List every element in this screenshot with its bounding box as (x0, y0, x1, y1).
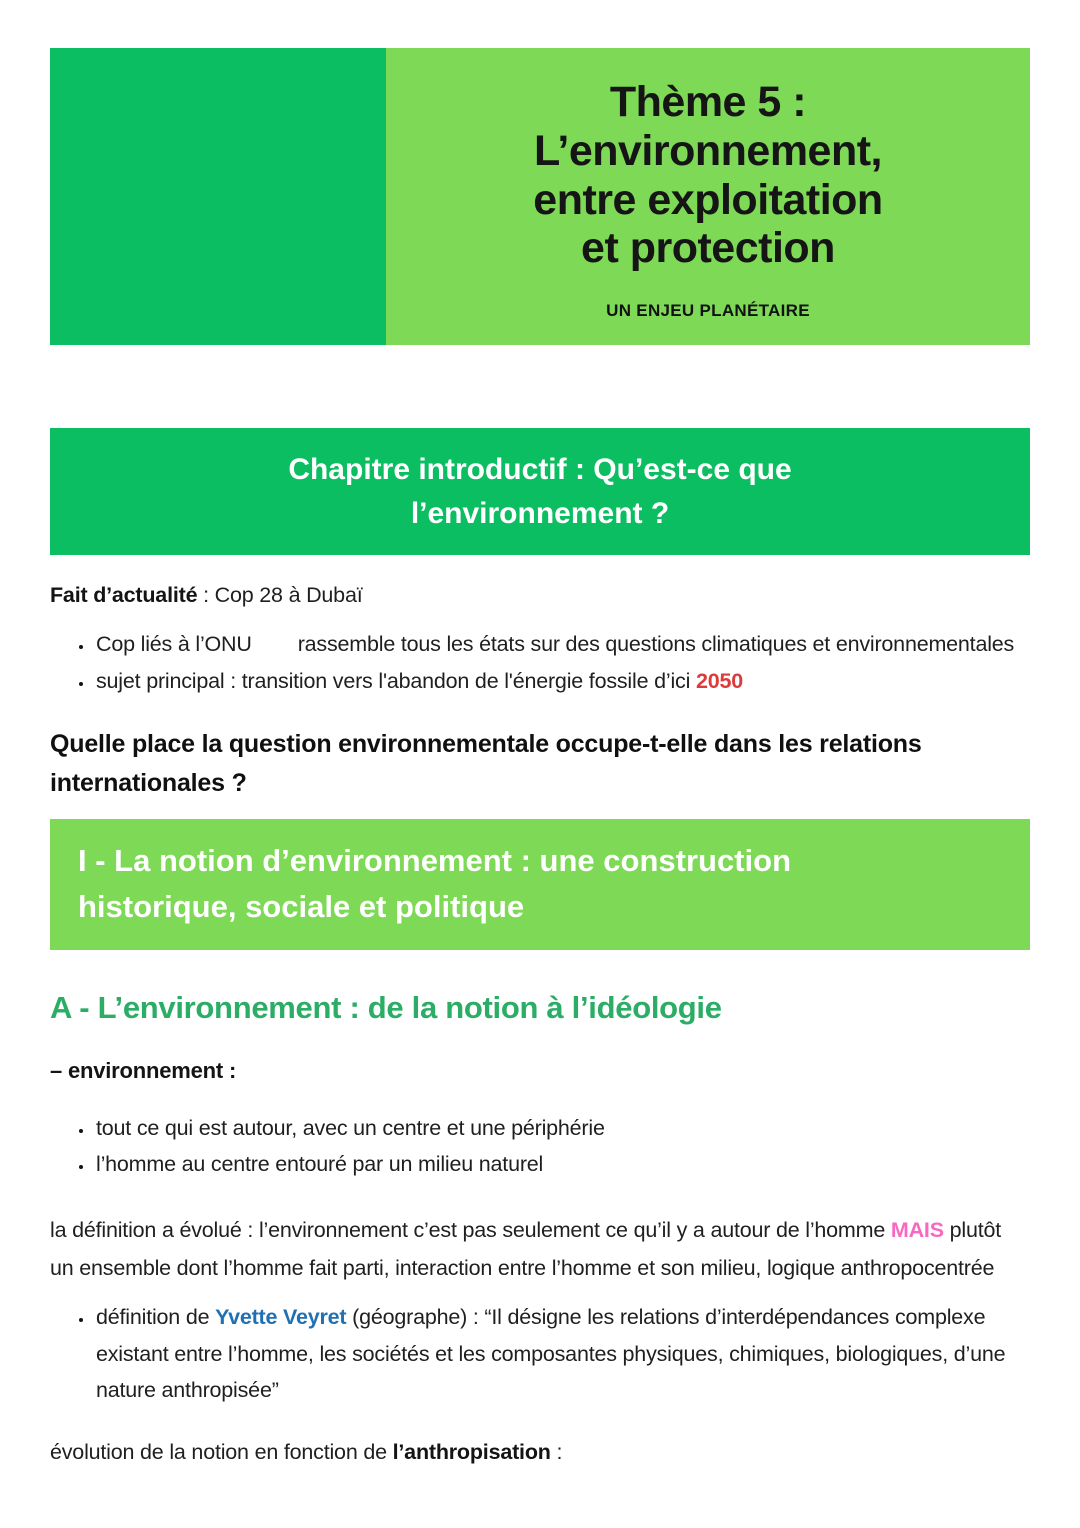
bullet-text: définition de (96, 1305, 216, 1330)
section-1-line-1: I - La notion d’environnement : une construction (78, 842, 791, 878)
chapter-banner-line-2: l’environnement ? (410, 496, 670, 530)
bullet-text: (géographe) : “Il désigne les relations d’interdépendances complexe existant entre l’homme, les sociétés et les composantes physiques, chimiques, biologiques, d’une nature anthropisée” (96, 1305, 1006, 1403)
year-highlight: 2050 (695, 668, 743, 693)
paragraph-text: plutôt un ensemble dont l’homme fait parti, interaction entre l’homme et son milieu, logique anthropocentrée (50, 1217, 1002, 1280)
title-line-3: entre exploitation (533, 175, 883, 224)
document-title (533, 78, 882, 272)
list-item (94, 663, 1030, 700)
header-right-panel (386, 48, 1030, 345)
closing-text: évolution de la notion en fonction de (50, 1439, 393, 1464)
bullet-text: rassemble tous les états sur des questions climatiques et environnementales (297, 632, 1015, 656)
list-item (94, 626, 1030, 663)
mais-highlight: MAIS (890, 1217, 944, 1242)
header-left-panel (50, 48, 386, 345)
fact-label: Fait d’actualité (50, 583, 198, 607)
title-line-4: et protection (581, 224, 835, 273)
definition-evolution-paragraph (50, 1211, 1030, 1288)
author-name: Yvette Veyret (215, 1305, 347, 1330)
title-line-1: Thème 5 : (609, 78, 807, 127)
header-banner (50, 48, 1030, 345)
bullet-text: Cop liés à l’ONU (96, 632, 252, 656)
closing-line (50, 1433, 1030, 1471)
title-line-2: L’environnement, (533, 126, 882, 175)
term-label: – environnement : (50, 1057, 237, 1083)
term-line (50, 1058, 1030, 1084)
problem-question: Quelle place la question environnementale occupe-t-elle dans les relations internationales ? (50, 730, 922, 797)
closing-text: : (550, 1439, 563, 1464)
list-item: • tout ce qui est autour, avec un centre et une périphérie (94, 1110, 1030, 1147)
fact-text: : Cop 28 à Dubaï (197, 583, 363, 607)
fact-line (50, 583, 1030, 608)
document-subtitle: UN ENJEU PLANÉTAIRE (606, 300, 810, 320)
chapter-banner (50, 428, 1030, 555)
anthropisation-highlight: l’anthropisation (392, 1439, 551, 1464)
list-item (94, 1299, 1030, 1409)
list-item: • l’homme au centre entouré par un milieu naturel (94, 1146, 1030, 1183)
definition-bullet-list (50, 1299, 1030, 1409)
environment-bullet-list (50, 1110, 1030, 1183)
paragraph-text: la définition a évolué : l’environnement c’est pas seulement ce qu’il y a autour de l’homme (50, 1217, 891, 1242)
bullet-text: sujet principal : transition vers l'abandon de l'énergie fossile d’ici (96, 668, 696, 693)
subheading-a: A - L’environnement : de la notion à l’idéologie (50, 989, 722, 1025)
section-1-line-2: historique, sociale et politique (78, 889, 525, 925)
section-1-banner (50, 819, 1030, 950)
chapter-banner-line-1: Chapitre introductif : Qu’est-ce que (288, 453, 792, 486)
intro-bullet-list (50, 626, 1030, 699)
